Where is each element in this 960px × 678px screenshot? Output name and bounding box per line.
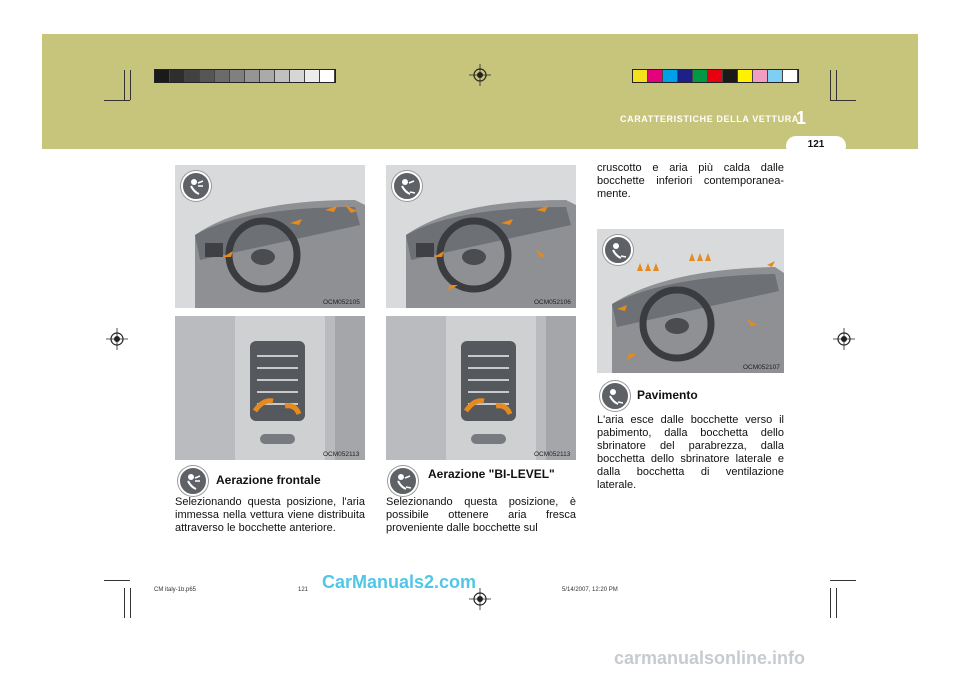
person-bilevel-icon xyxy=(398,177,416,195)
calibration-swatch xyxy=(738,70,753,82)
person-floor-icon xyxy=(609,241,627,259)
floor-heading: Pavimento xyxy=(637,388,698,402)
calibration-swatch xyxy=(663,70,678,82)
calibration-swatch xyxy=(783,70,798,82)
calibration-swatch xyxy=(305,70,320,82)
front-vent-mode-badge xyxy=(181,171,211,201)
color-calibration-bar xyxy=(632,69,799,83)
person-bilevel-icon xyxy=(394,472,412,490)
figure-code: OCM052107 xyxy=(743,364,780,371)
chapter-number: 1 xyxy=(796,108,807,128)
registration-mark-icon xyxy=(833,328,855,350)
crop-mark xyxy=(124,70,125,100)
calibration-swatch xyxy=(320,70,335,82)
bilevel-heading: Aerazione "BI-LEVEL" xyxy=(428,467,555,481)
calibration-swatch xyxy=(678,70,693,82)
crop-mark xyxy=(104,580,130,581)
registration-mark-icon xyxy=(106,328,128,350)
calibration-swatch xyxy=(723,70,738,82)
calibration-swatch xyxy=(215,70,230,82)
dashboard-illustration xyxy=(175,165,365,308)
bilevel-mode-badge xyxy=(392,171,422,201)
page-number: 121 xyxy=(807,139,825,150)
calibration-swatch xyxy=(155,70,170,82)
bilevel-description: Selezionando questa posizione, è possibile ottenere aria fresca proveniente dalle bocchette sul xyxy=(386,496,576,534)
figure-code: OCM052105 xyxy=(323,299,360,306)
bilevel-description-continued: cruscotto e aria più calda dalle bocchette inferiori contemporanea-mente. xyxy=(597,162,784,200)
calibration-swatch xyxy=(260,70,275,82)
dashboard-bilevel-illustration xyxy=(386,165,576,308)
calibration-swatch xyxy=(753,70,768,82)
crop-mark xyxy=(124,588,125,618)
floor-heading-badge xyxy=(600,381,630,411)
gray-calibration-bar xyxy=(154,69,336,83)
side-vent-illustration xyxy=(175,316,365,460)
front-vent-heading: Aerazione frontale xyxy=(216,473,321,487)
floor-mode-badge xyxy=(603,235,633,265)
footer-page: 121 xyxy=(298,587,309,593)
figure-code: OCM052113 xyxy=(323,451,360,458)
floor-description: L'aria esce dalle bocchette verso il pabimento, dalla bocchetta dello sbrinatore del parabrezza, dalla bocchetta dello sbrinatore laterale e dalla bocchetta di ventilazione laterale. xyxy=(597,414,784,491)
page-number-tab xyxy=(786,136,846,156)
crop-mark xyxy=(130,588,131,618)
crop-mark xyxy=(130,70,131,100)
watermark-link-secondary[interactable]: carmanualsonline.info xyxy=(614,648,806,668)
side-vent-drawing xyxy=(386,316,576,460)
calibration-swatch xyxy=(633,70,648,82)
calibration-swatch xyxy=(708,70,723,82)
crop-mark xyxy=(836,588,837,618)
calibration-swatch xyxy=(170,70,185,82)
calibration-swatch xyxy=(185,70,200,82)
footer-date: 5/14/2007, 12:20 PM xyxy=(562,587,618,593)
front-vent-heading-badge xyxy=(178,466,208,496)
calibration-swatch xyxy=(200,70,215,82)
person-floor-icon xyxy=(606,387,624,405)
person-face-icon xyxy=(184,472,202,490)
crop-mark xyxy=(830,70,831,100)
crop-mark xyxy=(830,580,856,581)
crop-mark xyxy=(104,100,130,101)
crop-mark xyxy=(830,100,856,101)
calibration-swatch xyxy=(768,70,783,82)
calibration-swatch xyxy=(245,70,260,82)
bilevel-heading-badge xyxy=(388,466,418,496)
footer-file: CM italy-1b.p65 xyxy=(154,587,197,593)
dashboard-floor-illustration xyxy=(597,229,784,373)
calibration-swatch xyxy=(648,70,663,82)
calibration-swatch xyxy=(275,70,290,82)
front-vent-description: Selezionando questa posizione, l'aria immessa nella vettura viene distribuita attraverso le bocchette anteriore. xyxy=(175,496,365,534)
side-vent-illustration xyxy=(386,316,576,460)
header-band xyxy=(42,34,918,149)
figure-code: OCM052113 xyxy=(534,451,571,458)
crop-mark xyxy=(836,70,837,100)
crop-mark xyxy=(830,588,831,618)
section-title: CARATTERISTICHE DELLA VETTURA xyxy=(620,114,799,124)
calibration-swatch xyxy=(230,70,245,82)
calibration-swatch xyxy=(290,70,305,82)
registration-mark-icon xyxy=(469,64,491,86)
calibration-swatch xyxy=(693,70,708,82)
watermark-link[interactable]: CarManuals2.com xyxy=(322,572,477,592)
side-vent-drawing xyxy=(175,316,365,460)
figure-code: OCM052106 xyxy=(534,299,571,306)
person-face-icon xyxy=(187,177,205,195)
